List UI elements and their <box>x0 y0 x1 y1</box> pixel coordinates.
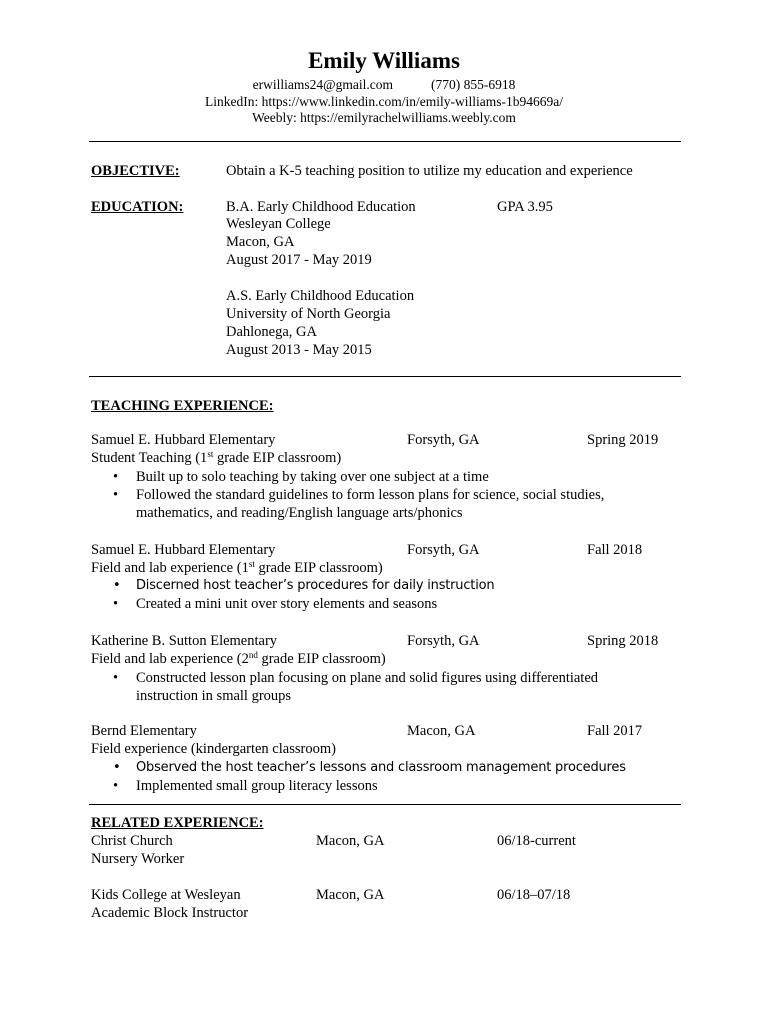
job-school: Samuel E. Hubbard Elementary <box>91 432 276 448</box>
bullet-item: • Implemented small group literacy lessons <box>91 777 651 795</box>
job-bullets <box>91 669 651 705</box>
contact-line-1 <box>0 77 768 93</box>
education-label: EDUCATION: <box>91 199 184 215</box>
job-term: Spring 2018 <box>587 633 659 649</box>
linkedin-text: LinkedIn: https://www.linkedin.com/in/emily-williams-1b94669a/ <box>205 94 563 109</box>
related-role: Academic Block Instructor <box>91 905 249 921</box>
bullet-item: • Observed the host teacher’s lessons and classroom management procedures <box>91 759 651 777</box>
job-location: Forsyth, GA <box>407 633 480 649</box>
job-bullets <box>91 468 651 522</box>
bullet-item: • Discerned host teacher’s procedures for daily instruction <box>91 577 651 595</box>
bullet-item: • Followed the standard guidelines to form lesson plans for science, social studies, mathematics, and reading/English language arts/phonics <box>91 486 651 522</box>
education-school: Wesleyan College <box>226 216 331 232</box>
bullet-item: • Created a mini unit over story elements and seasons <box>91 595 651 613</box>
education-dates: August 2013 - May 2015 <box>226 342 372 358</box>
job-role: Field and lab experience (2nd grade EIP classroom) <box>91 650 386 667</box>
job-location: Forsyth, GA <box>407 432 480 448</box>
job-term: Fall 2017 <box>587 723 643 739</box>
job-school: Samuel E. Hubbard Elementary <box>91 542 276 558</box>
divider <box>89 141 681 142</box>
related-role: Nursery Worker <box>91 851 185 867</box>
job-location: Forsyth, GA <box>407 542 480 558</box>
related-org: Christ Church <box>91 833 173 849</box>
job-role: Student Teaching (1st grade EIP classroom) <box>91 449 342 466</box>
related-org: Kids College at Wesleyan <box>91 887 241 903</box>
related-location: Macon, GA <box>316 833 385 849</box>
related-experience-label: RELATED EXPERIENCE: <box>91 815 264 831</box>
bullet-item: • Built up to solo teaching by taking over one subject at a time <box>91 468 651 486</box>
job-term: Spring 2019 <box>587 432 659 448</box>
related-dates: 06/18-current <box>497 833 576 849</box>
job-term: Fall 2018 <box>587 542 643 558</box>
education-dates: August 2017 - May 2019 <box>226 252 372 268</box>
related-dates: 06/18–07/18 <box>497 887 571 903</box>
teaching-experience-label: TEACHING EXPERIENCE: <box>91 398 274 414</box>
email-text: erwilliams24@gmail.com <box>252 77 393 92</box>
bullet-item: • Constructed lesson plan focusing on plane and solid figures using differentiated instruction in small groups <box>91 669 651 705</box>
objective-label: OBJECTIVE: <box>91 163 180 179</box>
education-school: University of North Georgia <box>226 306 391 322</box>
job-role: Field and lab experience (1st grade EIP classroom) <box>91 559 383 576</box>
resume-name: Emily Williams <box>308 48 460 73</box>
related-location: Macon, GA <box>316 887 385 903</box>
objective-text: Obtain a K-5 teaching position to utilize my education and experience <box>226 163 633 179</box>
phone-text: (770) 855-6918 <box>430 77 516 92</box>
weebly-text: Weebly: https://emilyrachelwilliams.weebly.com <box>252 110 516 125</box>
education-gpa: GPA 3.95 <box>497 199 553 215</box>
job-bullets <box>91 759 651 795</box>
job-bullets <box>91 577 651 613</box>
job-school: Katherine B. Sutton Elementary <box>91 633 278 649</box>
divider <box>89 376 681 377</box>
divider <box>89 804 681 805</box>
job-school: Bernd Elementary <box>91 723 197 739</box>
education-location: Macon, GA <box>226 234 295 250</box>
education-degree: B.A. Early Childhood Education <box>226 199 416 215</box>
job-role: Field experience (kindergarten classroom) <box>91 741 336 757</box>
job-location: Macon, GA <box>407 723 476 739</box>
education-degree: A.S. Early Childhood Education <box>226 288 415 304</box>
education-location: Dahlonega, GA <box>226 324 318 340</box>
